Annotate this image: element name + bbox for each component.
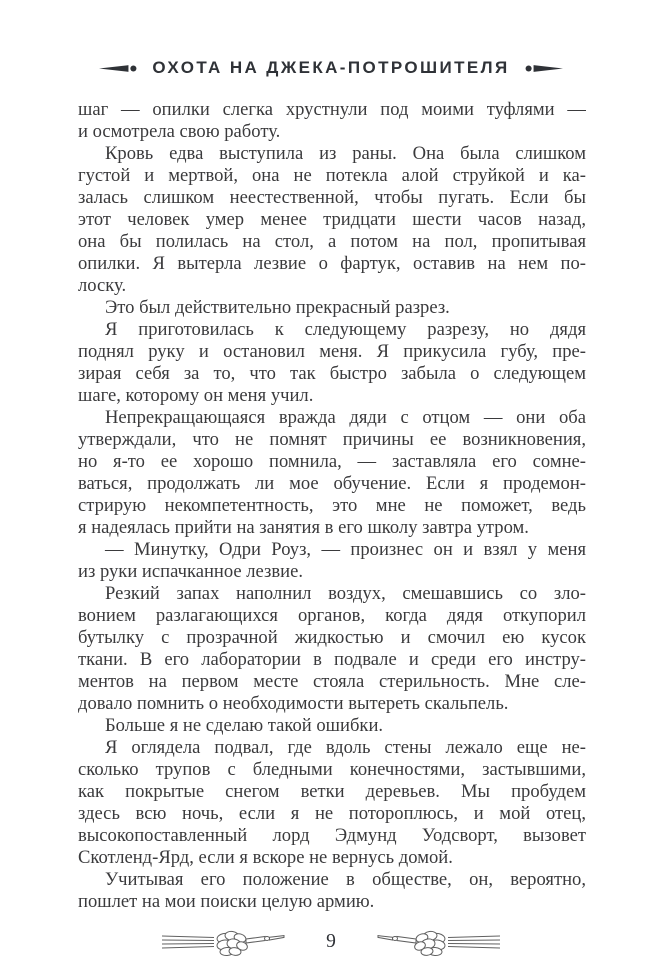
text-line: из руки испачканное лезвие. xyxy=(78,561,304,582)
text-line: шаг — опилки слегка хрустнули под моими туфлями — xyxy=(78,99,586,120)
text-line: зирая себя за то, что так быстро забыла о следующем xyxy=(78,363,586,384)
text-line: Резкий запах наполнил воздух, смешавшись со зло- xyxy=(105,583,586,604)
skeleton-hand-right-icon xyxy=(372,924,500,960)
text-line: густой и мертвой, она не потекла алой струйкой и ка- xyxy=(78,165,586,186)
text-line: пошлет на мои поиски целую армию. xyxy=(78,891,375,912)
text-line: Я оглядела подвал, где вдоль стены лежало еще не- xyxy=(105,737,586,758)
text-line: стрирую некомпетентность, это мне не поможет, ведь xyxy=(78,495,586,516)
page-footer xyxy=(0,924,662,960)
text-line: Больше я не сделаю такой ошибки. xyxy=(105,715,384,736)
book-title: ОХОТА НА ДЖЕКА-ПОТРОШИТЕЛЯ xyxy=(152,58,510,77)
text-line: утверждали, что не помнят причины ее возникновения, xyxy=(78,429,586,450)
text-line: лоску. xyxy=(78,275,127,296)
text-line: шаге, которому он меня учил. xyxy=(78,385,314,406)
text-line: — Минутку, Одри Роуз, — произнес он и взял у меня xyxy=(105,539,586,560)
text-line: сколько трупов с бледными конечностями, застывшими, xyxy=(78,759,586,780)
header-right-ornament-icon xyxy=(525,63,563,74)
text-line: здесь всю ночь, если я не потороплюсь, и мой отец, xyxy=(78,803,586,824)
text-line: довало помнить о необходимости вытереть скальпель. xyxy=(78,693,509,714)
text-line: высокопоставленный лорд Эдмунд Уодсворт, вызовет xyxy=(78,825,586,846)
text-line: бутылку с прозрачной жидкостью и смочил ею кусок xyxy=(78,627,586,648)
text-line: ментов на первом месте стояла стерильность. Мне сле- xyxy=(78,671,586,692)
header-left-ornament-icon xyxy=(99,63,137,74)
text-line: но я-то ее хорошо помнила, — заставляла его сомне- xyxy=(78,451,586,472)
page-number: 9 xyxy=(326,931,336,953)
text-line: Это был действительно прекрасный разрез. xyxy=(105,297,450,318)
text-line: я надеялась прийти на занятия в его школу завтра утром. xyxy=(78,517,529,538)
text-line: опилки. Я вытерла лезвие о фартук, оставив на нем по- xyxy=(78,253,586,274)
text-line: залась слишком неестественной, чтобы пугать. Если бы xyxy=(78,187,586,208)
text-line: и осмотрела свою работу. xyxy=(78,121,281,142)
skeleton-hand-left-icon xyxy=(162,924,290,960)
text-line: Скотленд-Ярд, если я вскоре не вернусь домой. xyxy=(78,847,453,868)
text-line: как покрытые снегом ветки деревьев. Мы пробудем xyxy=(78,781,586,802)
text-line: поднял руку и остановил меня. Я прикусила губу, пре- xyxy=(78,341,586,362)
text-line: вонием разлагающихся органов, когда дядя откупорил xyxy=(78,605,586,626)
text-line: ваться, продолжать ли мое обучение. Если я продемон- xyxy=(78,473,586,494)
text-line: Кровь едва выступила из раны. Она была слишком xyxy=(105,143,586,164)
text-line: Учитывая его положение в обществе, он, вероятно, xyxy=(105,869,586,890)
text-line: она бы полилась на стол, а потом на пол, пропитывая xyxy=(78,231,586,252)
page-text xyxy=(78,99,586,913)
running-header xyxy=(0,58,662,78)
text-line: Я приготовилась к следующему разрезу, но дядя xyxy=(105,319,586,340)
text-line: этот человек умер менее тридцати шести часов назад, xyxy=(78,209,586,230)
text-line: Непрекращающаяся вражда дяди с отцом — они оба xyxy=(105,407,586,428)
text-line: ткани. В его лаборатории в подвале и среди его инстру- xyxy=(78,649,586,670)
